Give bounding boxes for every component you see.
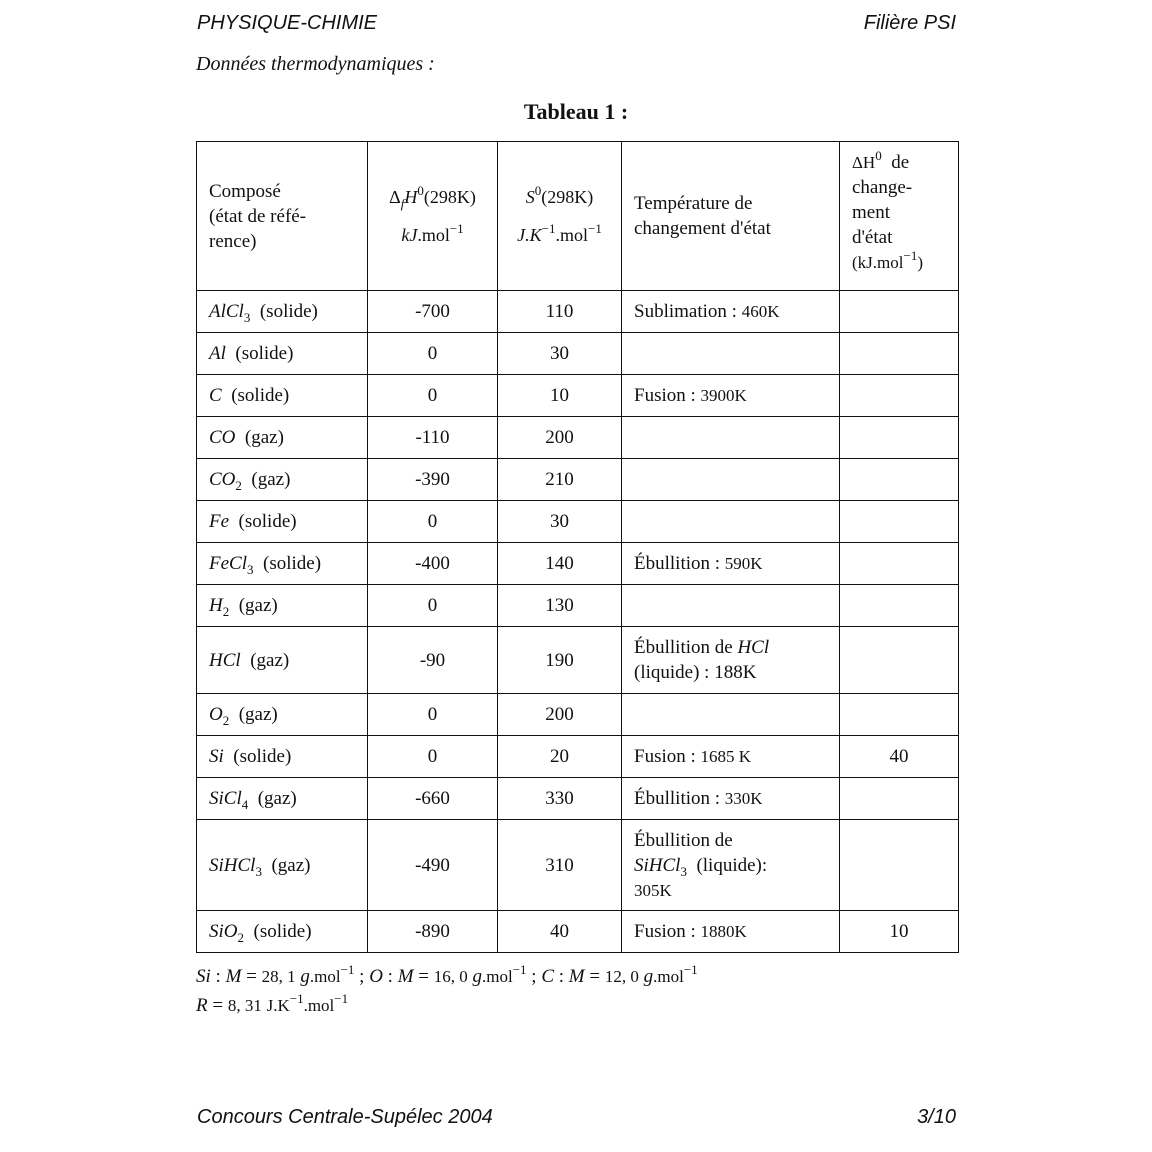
cell-compound: SiCl$_4$ (gaz) [197,778,368,820]
cell-s0: 20 [498,736,622,778]
table-header-row [197,142,959,291]
cell-dh [840,694,959,736]
cell-compound: Si (solide) [197,736,368,778]
table-row [197,911,959,953]
cell-compound: Al (solide) [197,333,368,375]
cell-s0: 200 [498,694,622,736]
cell-dh [840,375,959,417]
table-row [197,291,959,333]
cell-dh [840,543,959,585]
table-row [197,375,959,417]
cell-dh: 10 [840,911,959,953]
cell-dfh: 0 [368,736,498,778]
cell-dfh: -110 [368,417,498,459]
header-change-temp: Température de changement d'état [622,142,840,291]
cell-dfh: -400 [368,543,498,585]
cell-s0: 310 [498,820,622,911]
cell-s0: 140 [498,543,622,585]
cell-compound: SiHCl$_3$ (gaz) [197,820,368,911]
cell-s0: 330 [498,778,622,820]
cell-dfh: -700 [368,291,498,333]
table-row [197,778,959,820]
cell-dfh: -90 [368,627,498,694]
cell-dfh: -390 [368,459,498,501]
header-track: Filière PSI [863,12,956,34]
table-row [197,333,959,375]
cell-dfh: 0 [368,501,498,543]
header-subject: PHYSIQUE-CHIMIE [197,12,378,34]
cell-dfh: 0 [368,694,498,736]
table-row [197,543,959,585]
cell-dh: 40 [840,736,959,778]
cell-change [622,417,840,459]
cell-dh [840,778,959,820]
cell-dh [840,417,959,459]
header-change-enthalpy: $\Delta H^0$ de change- ment d'état (kJ.mol$^{-1}$) [840,142,959,291]
cell-dh [840,291,959,333]
cell-change: Ébullition : 330K [622,778,840,820]
constants-block [196,962,698,1020]
cell-s0: 190 [498,627,622,694]
cell-compound: C (solide) [197,375,368,417]
thermo-table [196,141,959,953]
cell-dh [840,627,959,694]
header-compound: Composé (état de réfé- rence) [197,142,368,291]
cell-change: Ébullition : 590K [622,543,840,585]
cell-compound: FeCl$_3$ (solide) [197,543,368,585]
table-row [197,585,959,627]
table-row [197,417,959,459]
cell-change [622,459,840,501]
table-row [197,627,959,694]
gas-constant: R = 8, 31 $J.K^{-1}.mol^{-1}$ [196,991,349,1016]
header-entropy: $S^0(298K)$ $J.K^{-1}.mol^{-1}$ [498,142,622,291]
cell-s0: 130 [498,585,622,627]
cell-dh [840,501,959,543]
cell-s0: 200 [498,417,622,459]
table-row [197,694,959,736]
cell-compound: AlCl$_3$ (solide) [197,291,368,333]
cell-compound: CO (gaz) [197,417,368,459]
cell-dfh: 0 [368,333,498,375]
molar-masses: Si : M = 28, 1 g.mol$^{-1}$ ; O : M = 16, 0 g.mol$^{-1}$ ; C : M = 12, 0 g.mol$^{-1}$ [196,962,698,987]
cell-compound: $CO_2$ (gaz) [197,459,368,501]
cell-dfh: -660 [368,778,498,820]
table-row [197,736,959,778]
cell-s0: 30 [498,501,622,543]
cell-compound: $O_2$ (gaz) [197,694,368,736]
cell-dh [840,459,959,501]
cell-s0: 30 [498,333,622,375]
cell-compound: $H_2$ (gaz) [197,585,368,627]
page-number: 3/10 [917,1106,956,1128]
cell-change: Fusion : 3900K [622,375,840,417]
cell-change: Ébullition de HCl (liquide) : 188K [622,627,840,694]
cell-dh [840,333,959,375]
cell-s0: 40 [498,911,622,953]
table-row [197,820,959,911]
cell-change: Fusion : 1685 K [622,736,840,778]
cell-compound: HCl (gaz) [197,627,368,694]
cell-s0: 110 [498,291,622,333]
cell-change: Sublimation : 460K [622,291,840,333]
cell-dfh: 0 [368,585,498,627]
cell-compound: Fe (solide) [197,501,368,543]
cell-dfh: 0 [368,375,498,417]
cell-s0: 10 [498,375,622,417]
table-row [197,501,959,543]
cell-dh [840,820,959,911]
cell-s0: 210 [498,459,622,501]
intro-text: Données thermodynamiques : [196,53,435,75]
cell-change [622,694,840,736]
cell-change: Fusion : 1880K [622,911,840,953]
cell-dfh: -890 [368,911,498,953]
cell-compound: SiO$_2$ (solide) [197,911,368,953]
cell-change: Ébullition de SiHCl$_3$ (liquide): 305K [622,820,840,911]
table-row [197,459,959,501]
cell-dh [840,585,959,627]
header-enthalpy: $\Delta_fH^0(298K)$ kJ.mol$^{-1}$ [368,142,498,291]
cell-change [622,333,840,375]
cell-dfh: -490 [368,820,498,911]
footer-exam: Concours Centrale-Supélec 2004 [197,1106,493,1128]
cell-change [622,501,840,543]
cell-change [622,585,840,627]
table-caption: Tableau 1 : [523,99,629,124]
